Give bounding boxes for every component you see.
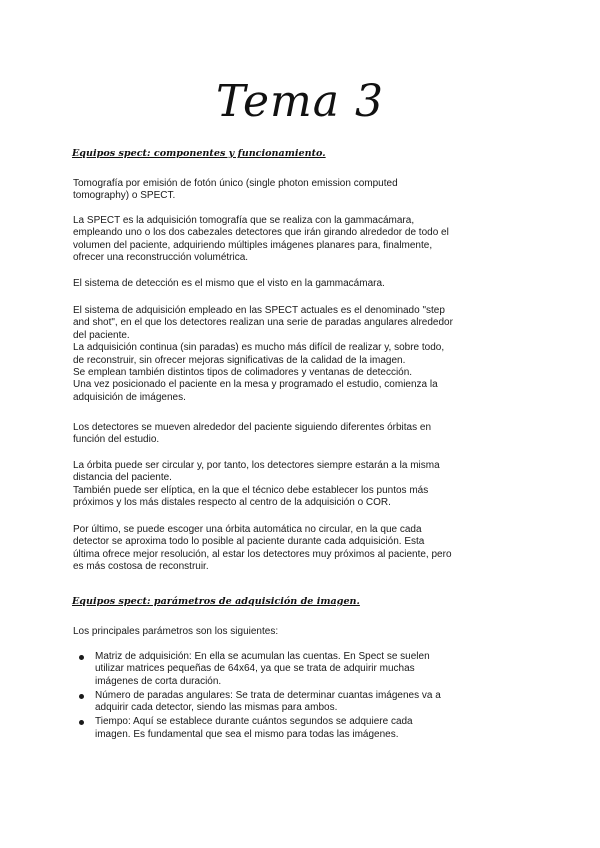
bullet-icon [79, 720, 84, 725]
bullet-icon [79, 655, 84, 660]
section-heading-components: Equipos spect: componentes y funcionamiento. [72, 148, 326, 159]
list-item [73, 716, 533, 741]
text-line: También puede ser elíptica, en la que el técnico debe establecer los puntos más [73, 484, 429, 496]
list-item [73, 651, 533, 688]
text-line: La adquisición continua (sin paradas) es mucho más difícil de realizar y, sobre todo, [73, 342, 445, 354]
paragraph-parameters-intro [73, 626, 535, 638]
text-line: del paciente. [73, 329, 130, 341]
text-line: detector se aproxima todo lo posible al paciente durante cada adquisición. Esta [73, 536, 425, 548]
text-line: ofrecer una reconstrucción volumétrica. [73, 252, 249, 264]
text-line: and shot", en el que los detectores realizan una serie de paradas angulares alrededor [73, 317, 453, 329]
text-line: Una vez posicionado el paciente en la mesa y programado el estudio, comienza la [73, 379, 438, 391]
paragraph-detection-system [73, 278, 535, 290]
text-line: de reconstruir, sin ofrecer mejoras significativas de la calidad de la imagen. [73, 354, 406, 366]
text-line: El sistema de adquisición empleado en las SPECT actuales es el denominado "step [73, 305, 445, 316]
text-line: La SPECT es la adquisición tomografía que se realiza con la gammacámara, [73, 215, 415, 226]
parameters-list [73, 651, 533, 743]
text-line: Número de paradas angulares: Se trata de determinar cuantas imágenes va a [95, 689, 441, 701]
text-line: El sistema de detección es el mismo que el visto en la gammacámara. [73, 278, 385, 289]
text-line: Por último, se puede escoger una órbita automática no circular, en la que cada [73, 524, 422, 535]
text-line: Tomografía por emisión de fotón único (single photon emission computed [73, 178, 398, 189]
text-line: utilizar matrices pequeñas de 64x64, ya que se trata de adquirir muchas [95, 663, 415, 675]
text-line: Los detectores se mueven alrededor del paciente siguiendo diferentes órbitas en [73, 422, 432, 433]
text-line: Se emplean también distintos tipos de colimadores y ventanas de detección. [73, 367, 413, 379]
paragraph-circular-elliptic-orbit [73, 460, 535, 510]
text-line: adquisición de imágenes. [73, 391, 186, 403]
text-line: función del estudio. [73, 434, 160, 446]
text-line: Los principales parámetros son los siguientes: [73, 626, 279, 637]
text-line: Tiempo: Aquí se establece durante cuántos segundos se adquiere cada [95, 716, 413, 728]
text-line: adquirir cada detector, siendo las mismas para ambos. [95, 702, 338, 714]
text-line: tomography) o SPECT. [73, 190, 176, 202]
paragraph-spect-acquisition [73, 215, 535, 265]
page-title: Tema 3 [216, 76, 384, 127]
text-line: es más costosa de reconstruir. [73, 561, 209, 573]
bullet-icon [79, 694, 84, 699]
text-line: imagen. Es fundamental que sea el mismo para todas las imágenes. [95, 728, 399, 740]
text-line: próximos y los más distales respecto al centro de la adquisición o COR. [73, 497, 391, 509]
text-line: Matriz de adquisición: En ella se acumulan las cuentas. En Spect se suelen [95, 651, 430, 662]
paragraph-detector-orbits [73, 422, 535, 447]
text-line: distancia del paciente. [73, 472, 172, 484]
text-line: empleando uno o los dos cabezales detectores que irán girando alrededor de todo el [73, 227, 449, 239]
text-line: última ofrece mejor resolución, al estar los detectores muy próximos al paciente, pero [73, 548, 452, 560]
text-line: volumen del paciente, adquiriendo múltiples imágenes planares para, finalmente, [73, 239, 433, 251]
paragraph-spect-definition [73, 178, 535, 203]
section-heading-parameters: Equipos spect: parámetros de adquisición de imagen. [72, 596, 360, 607]
paragraph-step-and-shot [73, 305, 535, 404]
list-item [73, 690, 533, 715]
text-line: La órbita puede ser circular y, por tanto, los detectores siempre estarán a la misma [73, 460, 440, 471]
text-line: imágenes de corta duración. [95, 675, 222, 687]
paragraph-automatic-orbit [73, 524, 535, 574]
